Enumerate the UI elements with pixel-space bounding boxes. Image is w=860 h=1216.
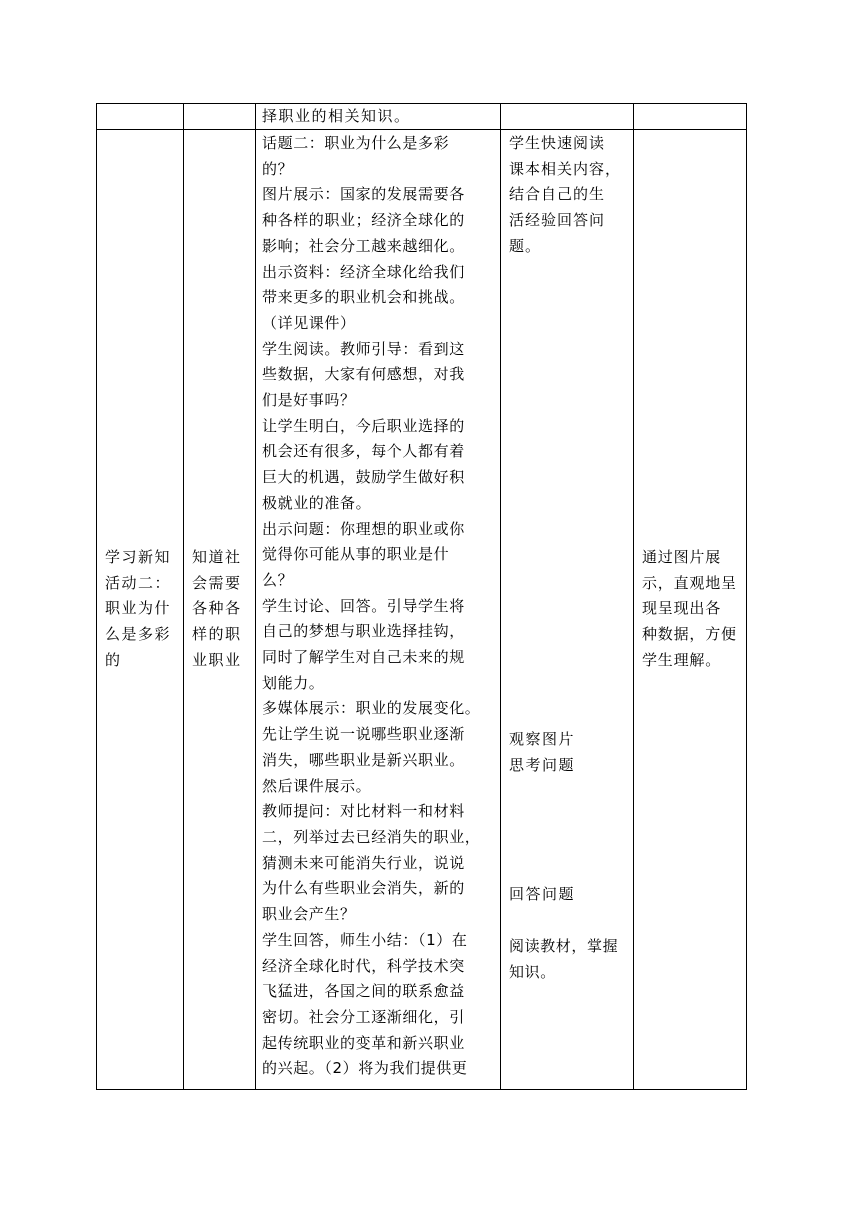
- text-line: 自己的梦想与职业选择挂钩，: [262, 622, 465, 641]
- design-intent-cell: [642, 545, 744, 674]
- text-line: 知识。: [509, 962, 556, 981]
- text-line: 么？: [262, 570, 294, 589]
- text-line: 猜测未来可能消失行业，说说: [262, 853, 465, 872]
- column-border-3: [255, 103, 256, 1090]
- text-line: 学生阅读。教师引导：看到这: [262, 339, 465, 358]
- text-line: 种各样的职业；经济全球化的: [262, 211, 465, 230]
- text-line: 样的职: [192, 625, 242, 644]
- text-line: 活动二：: [105, 573, 172, 592]
- text-line: 学生理解。: [642, 650, 722, 669]
- student-activity-block-4: [509, 934, 631, 985]
- text-line: 先让学生说一说哪些职业逐渐: [262, 725, 465, 744]
- teacher-activity-cell: [262, 131, 498, 1082]
- text-line: 消失，哪些职业是新兴职业。: [262, 750, 465, 769]
- text-line: 极就业的准备。: [262, 493, 372, 512]
- text-line: 为什么有些职业会消失，新的: [262, 879, 465, 898]
- text-line: 现呈现出各: [642, 599, 722, 618]
- text-line: 各种各: [192, 599, 242, 618]
- text-line: 职业会产生？: [262, 905, 356, 924]
- text-line: 出示资料：经济全球化给我们: [262, 262, 465, 281]
- text-line: 话题二：职业为什么是多彩: [262, 134, 450, 152]
- text-line: 学生讨论、回答。引导学生将: [262, 596, 465, 615]
- text-line: 思考问题: [509, 755, 576, 774]
- text-line: 起传统职业的变革和新兴职业: [262, 1033, 465, 1052]
- table-bottom-border: [96, 1089, 747, 1090]
- text-line: 影响；社会分工越来越细化。: [262, 236, 465, 255]
- text-line: 通过图片展: [642, 548, 722, 566]
- text-line: 出示问题：你理想的职业或你: [262, 519, 465, 538]
- text-line: 们是好事吗？: [262, 391, 356, 410]
- column-border-2: [183, 103, 184, 1090]
- text-line: 飞猛进，各国之间的联系愈益: [262, 982, 465, 1001]
- text-line: 的？: [262, 159, 294, 178]
- text-line: 机会还有很多，每个人都有着: [262, 442, 465, 461]
- text-line: 二，列举过去已经消失的职业，: [262, 827, 481, 846]
- student-activity-block-3: [509, 882, 631, 908]
- student-activity-block-2: [509, 727, 631, 778]
- text-line: 图片展示：国家的发展需要各: [262, 185, 465, 204]
- text-line: 巨大的机遇，鼓励学生做好积: [262, 468, 465, 487]
- text-line: 知道社: [192, 548, 242, 566]
- text-line: 经济全球化时代，科学技术突: [262, 956, 465, 975]
- top-row-content-cell: [262, 104, 498, 130]
- activity-cell: [105, 545, 181, 674]
- text-line: 题。: [509, 236, 542, 255]
- text-line: 业职业: [192, 650, 242, 669]
- text-line: 让学生明白，今后职业选择的: [262, 416, 465, 435]
- column-border-4: [500, 103, 501, 1090]
- text-line: 职业为什: [105, 599, 172, 618]
- student-activity-block-1: [509, 131, 631, 260]
- column-border-5: [633, 103, 634, 1090]
- text-line: 结合自己的生: [509, 185, 606, 204]
- text-line: 带来更多的职业机会和挑战。: [262, 288, 465, 307]
- text-line: 学习新知: [105, 548, 172, 566]
- column-border-1: [96, 103, 97, 1090]
- text-line: 种数据，方便: [642, 625, 737, 644]
- text-line: 多媒体展示：职业的发展变化。: [262, 699, 481, 718]
- text-line: 课本相关内容，: [509, 159, 622, 178]
- text-line: 会需要: [192, 573, 242, 592]
- text-line: 回答问题: [509, 885, 576, 903]
- text-line: 学生回答，师生小结：（1）在: [262, 930, 468, 949]
- text-line: 些数据，大家有何感想，对我: [262, 365, 465, 384]
- text-line: 同时了解学生对自己未来的规: [262, 648, 465, 667]
- text-line: 觉得你可能从事的职业是什: [262, 545, 450, 564]
- text-line: 划能力。: [262, 673, 325, 692]
- text-line: 观察图片: [509, 730, 576, 748]
- text-line: 然后课件展示。: [262, 776, 372, 795]
- objective-cell: [192, 545, 254, 674]
- text-line: 的: [105, 650, 122, 669]
- text-line: 学生快速阅读: [509, 134, 606, 152]
- text-line: 择职业的相关知识。: [262, 107, 411, 125]
- text-line: 的兴起。（2）将为我们提供更: [262, 1059, 468, 1078]
- text-line: 阅读教材，掌握: [509, 937, 619, 955]
- text-line: 示，直观地呈: [642, 573, 737, 592]
- text-line: （详见课件）: [262, 313, 356, 332]
- text-line: 活经验回答问: [509, 211, 606, 230]
- text-line: 么是多彩: [105, 625, 172, 644]
- column-border-6: [746, 103, 747, 1090]
- text-line: 教师提问：对比材料一和材料: [262, 802, 465, 821]
- text-line: 密切。社会分工逐渐细化，引: [262, 1007, 465, 1026]
